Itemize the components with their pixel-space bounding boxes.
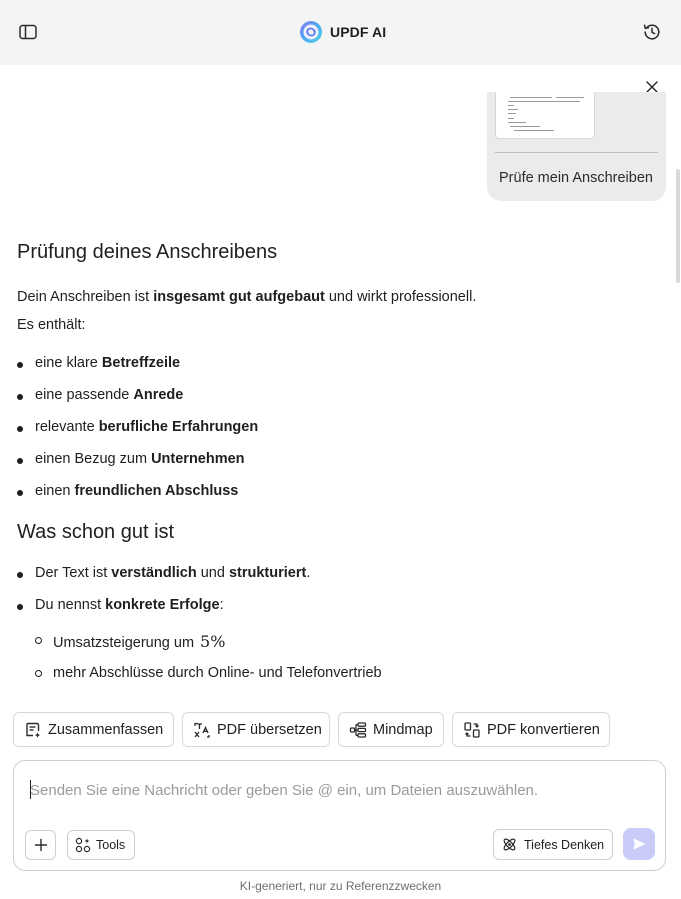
mindmap-icon xyxy=(349,721,367,739)
plus-icon xyxy=(34,838,48,852)
response-contains: Es enthält: xyxy=(17,317,86,333)
summarize-icon xyxy=(24,721,42,739)
deep-think-label: Tiefes Denken xyxy=(524,837,605,852)
convert-pdf-button[interactable]: PDF konvertieren xyxy=(452,712,610,747)
tools-button[interactable] xyxy=(67,830,135,860)
convert-icon xyxy=(463,721,481,739)
updf-ai-logo xyxy=(299,20,323,44)
history-button[interactable] xyxy=(640,20,664,44)
math-value: 5% xyxy=(200,632,226,651)
top-bar xyxy=(0,0,681,65)
chat-scrollbar[interactable] xyxy=(676,169,680,283)
summarize-button[interactable]: Zusammenfassen xyxy=(13,712,174,747)
chat-area[interactable]: Prüfe mein Anschreiben Prüfung deines Anschreibens Dein Anschreiben ist insgesamt gut aufgebaut und wirkt professionell. Es enthält: eine klare Betreffzeile eine passende Anrede relevante berufliche Erfahrungen einen Bezug zum Unternehmen einen freundlichen Abschluss Was schon gut ist Der Text ist verständlich und strukturiert. Du nennst konkrete Erfolge: Umsatzsteigerung um 5% mehr Abschlüsse durch Online- und Telefonvertrieb xyxy=(0,65,681,697)
tools-label: Tools xyxy=(96,838,126,852)
atom-icon xyxy=(501,836,518,853)
response-heading-2: Was schon gut ist xyxy=(17,521,175,543)
message-input[interactable] xyxy=(30,779,650,801)
send-icon xyxy=(631,836,647,852)
sidebar-toggle-icon xyxy=(19,24,37,40)
add-attachment-button[interactable] xyxy=(25,830,56,860)
response-intro: Dein Anschreiben ist insgesamt gut aufgebaut und wirkt professionell. xyxy=(17,289,477,305)
translate-icon xyxy=(193,721,211,739)
app-brand xyxy=(299,19,386,45)
disclaimer: KI-generiert, nur zu Referenzzwecken xyxy=(239,879,442,893)
deep-think-toggle[interactable] xyxy=(493,829,613,860)
user-message-bubble xyxy=(487,92,666,201)
mindmap-button[interactable]: Mindmap xyxy=(338,712,444,747)
translate-pdf-button[interactable]: PDF übersetzen xyxy=(182,712,330,747)
app-title: UPDF AI xyxy=(330,24,387,40)
bubble-divider xyxy=(495,152,658,153)
sidebar-toggle-button[interactable] xyxy=(16,20,40,44)
text-caret xyxy=(30,780,31,799)
document-thumbnail[interactable] xyxy=(495,92,595,139)
response-heading-1: Prüfung deines Anschreibens xyxy=(17,241,278,263)
tools-icon xyxy=(75,837,91,853)
send-button[interactable] xyxy=(623,828,655,860)
user-message-text: Prüfe mein Anschreiben xyxy=(499,170,653,186)
message-composer xyxy=(13,760,666,871)
history-icon xyxy=(642,22,662,42)
